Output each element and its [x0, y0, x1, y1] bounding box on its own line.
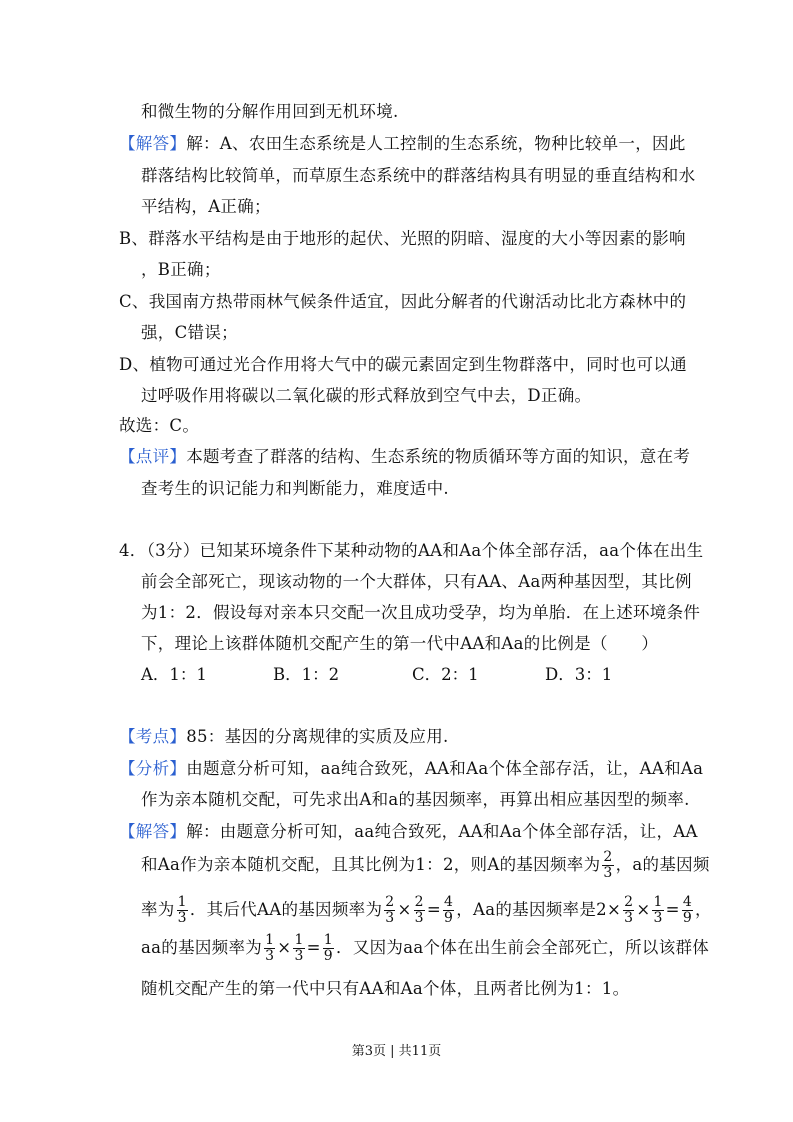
answer-text: 和Aa作为亲本随机交配，且其比例为1：2，则A的基因频率为: [141, 855, 601, 874]
q4-stem-line-2: 前会全部死亡，现该动物的一个大群体，只有AA、Aa两种基因型，其比例: [141, 572, 692, 591]
fraction-1-3: $\frac{1}{3}$: [653, 894, 663, 926]
fraction-2-3: $\frac{2}{3}$: [414, 894, 424, 926]
option-b[interactable]: B．1：2: [273, 665, 340, 684]
fraction-4-9: $\frac{4}{9}$: [682, 894, 693, 926]
analysis-tag: 【分析】: [119, 759, 187, 778]
q4-answer-line-1: [119, 820, 698, 844]
page-footer: 第3页 | 共11页: [351, 1044, 442, 1059]
q3-comment-line-1: [119, 445, 690, 469]
knowledge-tag: 【考点】: [119, 727, 187, 746]
comment-tag: 【点评】: [119, 447, 187, 466]
fraction-1-3: $\frac{1}{3}$: [177, 894, 187, 926]
knowledge-text: 85：基因的分离规律的实质及应用.: [186, 727, 449, 746]
equals-sign: =: [306, 938, 321, 957]
q4-knowledge-point: [119, 725, 449, 749]
q4-answer-line-2: [141, 850, 710, 881]
q3-line-7: 强，C错误；: [141, 323, 238, 342]
answer-tag: 【解答】: [119, 134, 187, 153]
q3-comment-text: 本题考查了群落的结构、生态系统的物质循环等方面的知识，意在考: [186, 447, 691, 466]
fraction-2-3: $\frac{2}{3}$: [624, 894, 634, 926]
answer-text: aa的基因频率为: [141, 938, 263, 957]
fraction-1-3: $\frac{1}{3}$: [265, 932, 275, 964]
q3-line-9: 过呼吸作用将碳以二氧化碳的形式释放到空气中去，D正确。: [141, 386, 592, 405]
q4-stem-line-1: 4．（3分）已知某环境条件下某种动物的AA和Aa个体全部存活，aa个体在出生: [119, 541, 704, 560]
fraction-1-9: $\frac{1}{9}$: [323, 932, 334, 964]
times-sign: ×: [636, 900, 651, 919]
fraction-2-3: $\frac{2}{3}$: [385, 894, 395, 926]
q3-answer-text: 解：A、农田生态系统是人工控制的生态系统，物种比较单一，因此: [186, 134, 686, 153]
q3-answer-line-1: [119, 132, 686, 156]
q3-line-6: C、我国南方热带雨林气候条件适宜，因此分解者的代谢活动比北方森林中的: [119, 292, 687, 311]
q3-line-5: ，B正确；: [141, 260, 221, 279]
q3-line-4: B、群落水平结构是由于地形的起伏、光照的阴暗、湿度的大小等因素的影响: [119, 229, 686, 248]
q3-line-2: 群落结构比较简单，而草原生态系统中的群落结构具有明显的垂直结构和水: [141, 166, 696, 185]
equals-sign: =: [426, 900, 441, 919]
fraction-1-3: $\frac{1}{3}$: [294, 932, 304, 964]
q4-answer-line-4: [141, 933, 709, 964]
option-c[interactable]: C．2：1: [412, 665, 479, 684]
fraction-2-3: $\frac{2}{3}$: [603, 849, 613, 881]
times-sign: ×: [397, 900, 412, 919]
answer-tag: 【解答】: [119, 822, 187, 841]
q3-line-12: 查考生的识记能力和判断能力，难度适中.: [141, 479, 449, 498]
fraction-4-9: $\frac{4}{9}$: [443, 894, 454, 926]
q3-line-3: 平结构，A正确；: [141, 197, 271, 216]
q4-answer-line-5: 随机交配产生的第一代中只有AA和Aa个体，且两者比例为1：1。: [141, 979, 630, 998]
q4-analysis-line-2: 作为亲本随机交配，可先求出A和a的基因频率，再算出相应基因型的频率.: [141, 790, 690, 809]
q3-line-10: 故选：C。: [119, 416, 200, 435]
q3-line-8: D、植物可通过光合作用将大气中的碳元素固定到生物群落中，同时也可以通: [119, 355, 687, 374]
analysis-text: 由题意分析可知，aa纯合致死，AA和Aa个体全部存活，让，AA和Aa: [186, 759, 704, 778]
equals-sign: =: [665, 900, 680, 919]
option-d[interactable]: D．3：1: [545, 665, 613, 684]
answer-text: ．其后代AA的基因频率为: [189, 900, 383, 919]
q4-stem-line-3: 为1：2．假设每对亲本只交配一次且成功受孕，均为单胎．在上述环境条件: [141, 603, 701, 622]
q4-analysis-line-1: [119, 757, 703, 781]
times-sign: ×: [277, 938, 292, 957]
comma: ，: [695, 900, 712, 919]
answer-text: ．又因为aa个体在出生前会全部死亡，所以该群体: [336, 938, 710, 957]
answer-text: ，a的基因频: [615, 855, 710, 874]
q3-line-0: 和微生物的分解作用回到无机环境.: [141, 102, 399, 121]
q4-answer-line-3: [141, 895, 712, 926]
q4-answer-text: 解：由题意分析可知，aa纯合致死，AA和Aa个体全部存活，让，AA: [186, 822, 698, 841]
option-a[interactable]: A．1：1: [141, 665, 207, 684]
q4-stem-line-4: 下，理论上该群体随机交配产生的第一代中AA和Aa的比例是（ ）: [141, 634, 659, 653]
answer-text: ，Aa的基因频率是2×: [456, 900, 622, 919]
answer-text: 率为: [141, 900, 175, 919]
